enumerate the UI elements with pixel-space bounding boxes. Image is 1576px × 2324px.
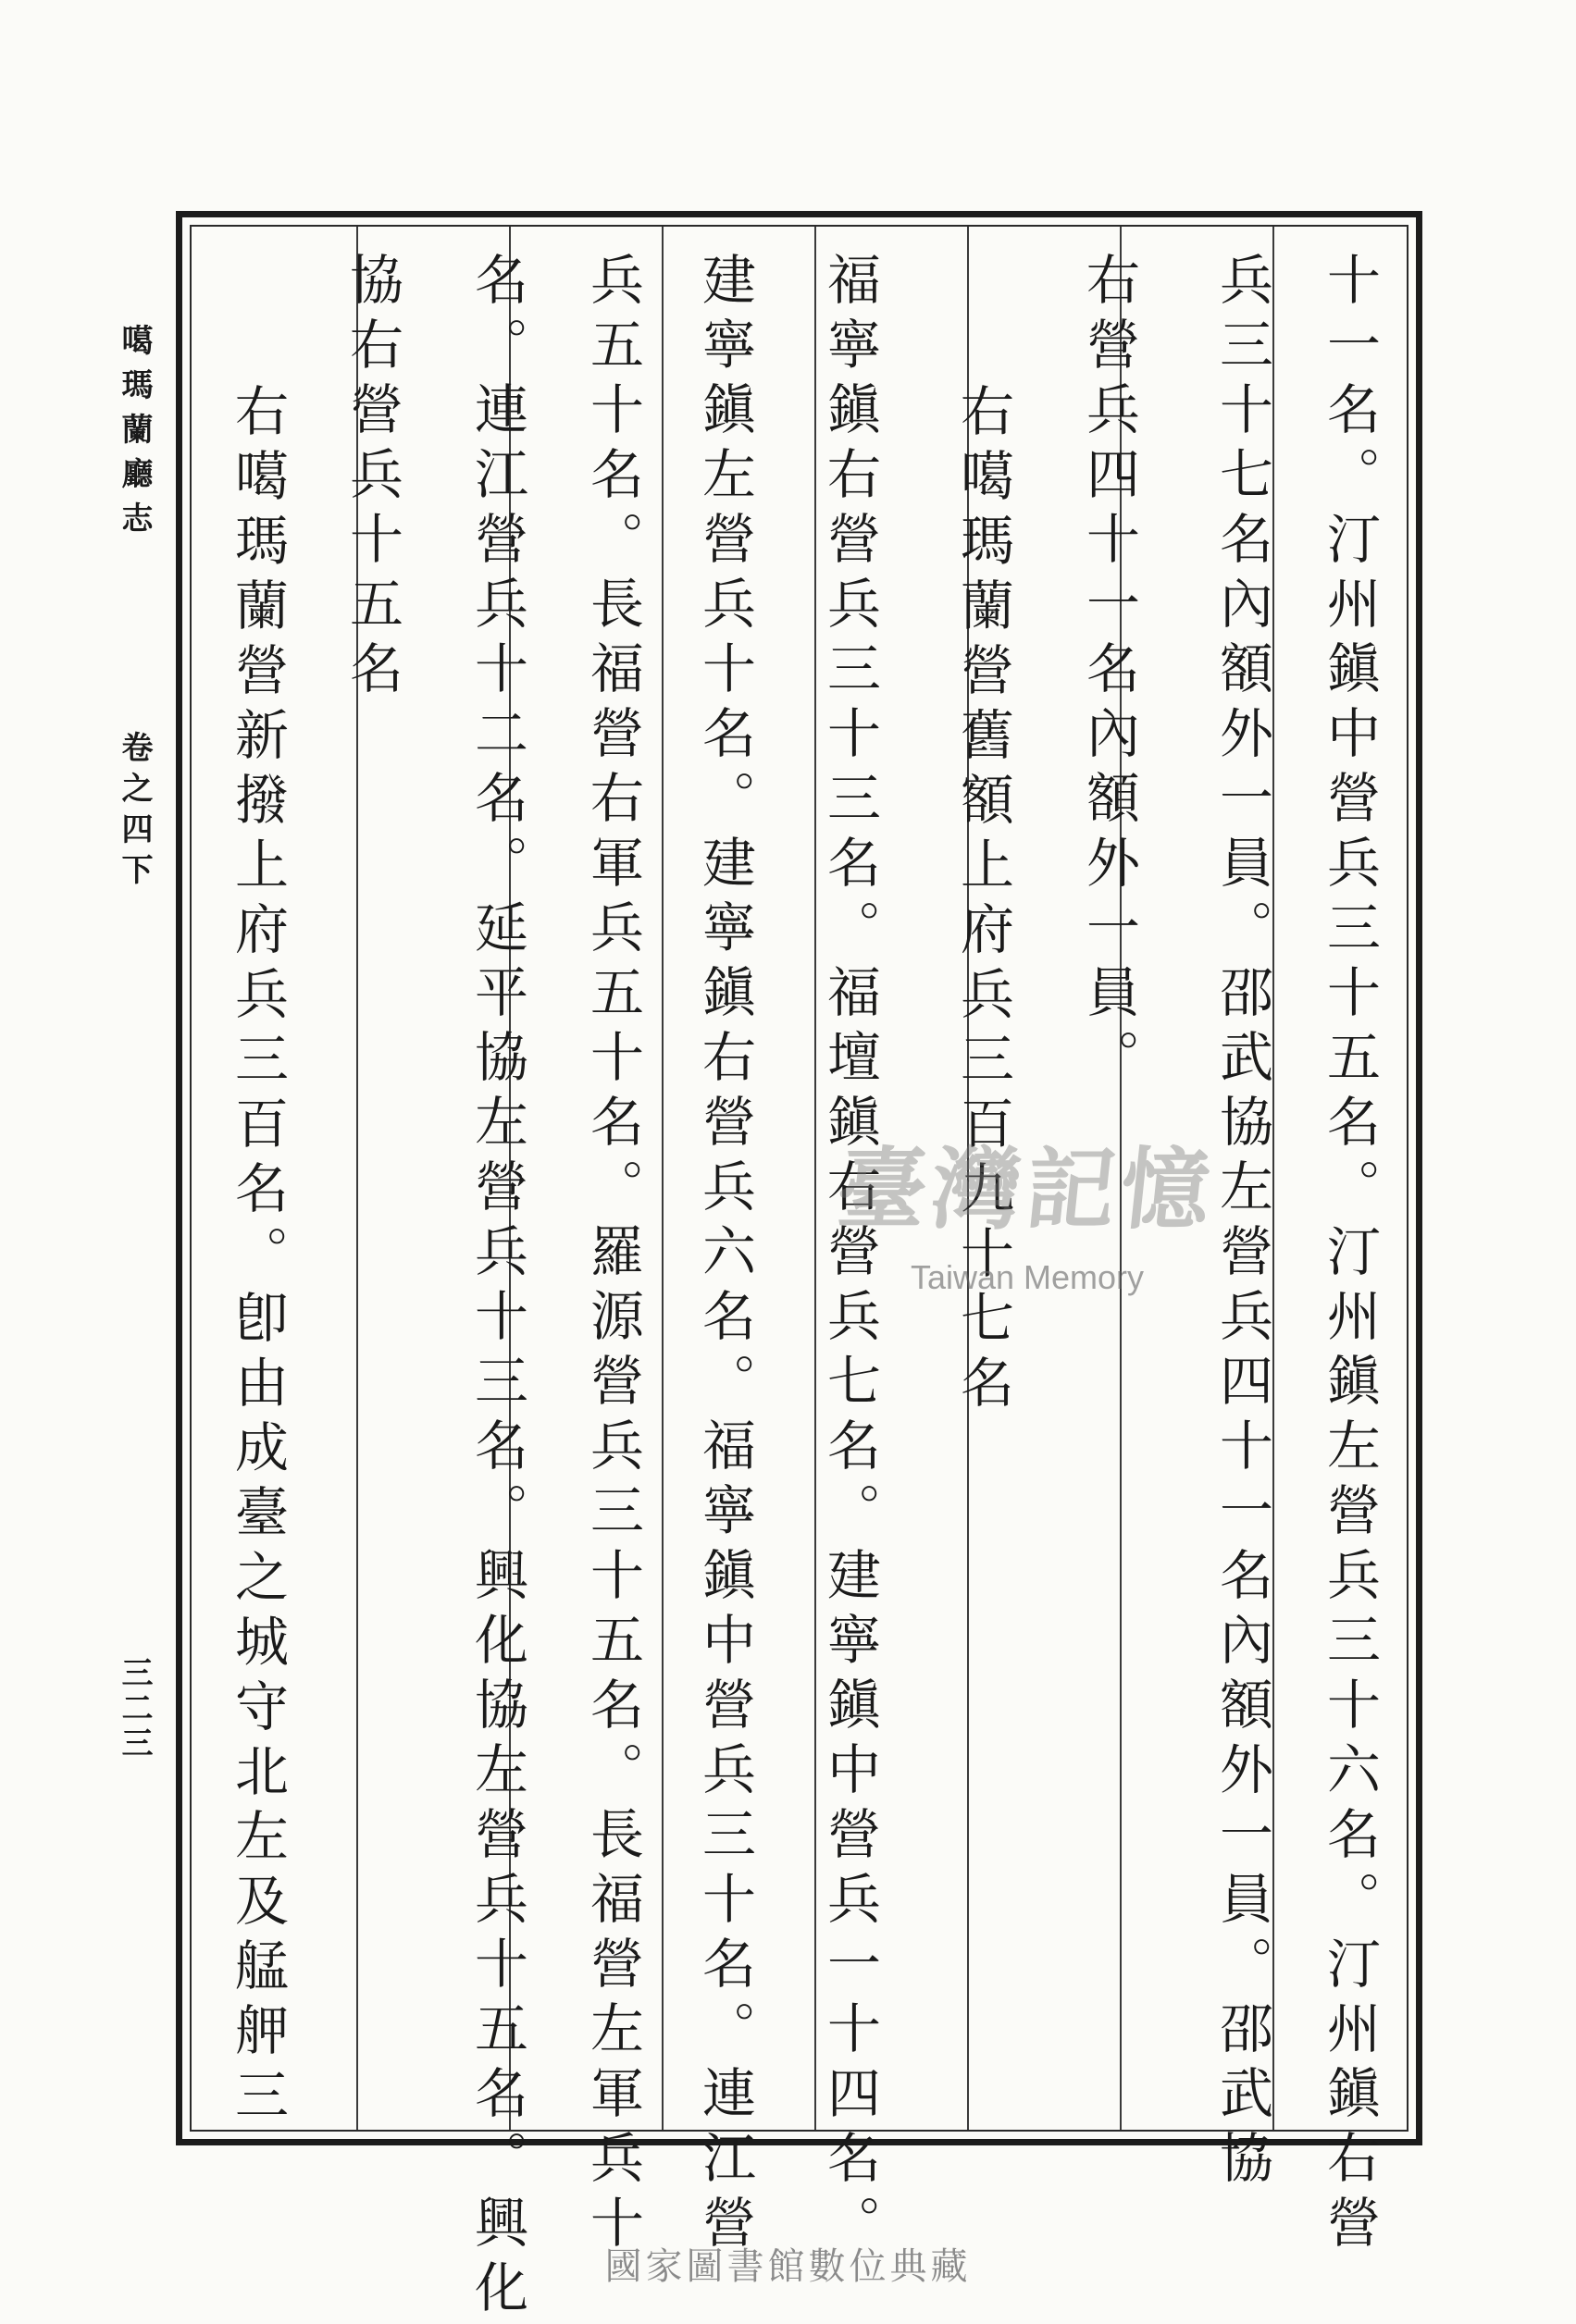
text-column: 兵五十名。長福營右軍兵五十名。羅源營兵三十五名。長福營左軍兵十 — [581, 252, 644, 2259]
text-column: 協右營兵十五名 — [341, 252, 403, 705]
text-column: 名。連江營兵十二名。延平協左營兵十三名。興化協左營兵十五名。興化 — [465, 252, 528, 2324]
text-column: 福寧鎭右營兵三十三名。福壇鎭右營兵七名。建寧鎭中營兵一十四名。 — [818, 252, 881, 2259]
text-column: 十一名。汀州鎭中營兵三十五名。汀州鎭左營兵三十六名。汀州鎭右營 — [1318, 252, 1381, 2259]
margin-book-title: 噶瑪蘭廳志 — [116, 324, 153, 546]
margin-volume-label: 卷之四下 — [116, 731, 153, 894]
text-column: 右噶瑪蘭營新撥上府兵三百名。卽由成臺之城守北左及艋舺三 — [226, 383, 289, 2132]
text-column: 兵三十七名內額外一員。邵武協左營兵四十一名內額外一員。邵武協 — [1210, 252, 1273, 2194]
text-column: 右營兵四十一名內額外一員。 — [1077, 252, 1140, 1094]
text-column: 建寧鎭左營兵十名。建寧鎭右營兵六名。福寧鎭中營兵三十名。連江營 — [693, 252, 756, 2259]
footer-credit: 國家圖書館數位典藏 — [604, 2245, 972, 2288]
watermark-english: Taiwan Memory — [910, 1258, 1145, 1296]
watermark-logo: 臺灣記憶 — [832, 1138, 1222, 1242]
column-rule — [662, 227, 664, 2130]
text-column: 右噶瑪蘭營舊額上府兵三百九十七名 — [951, 383, 1014, 1419]
margin-page-number: 三二三 — [116, 1656, 153, 1762]
